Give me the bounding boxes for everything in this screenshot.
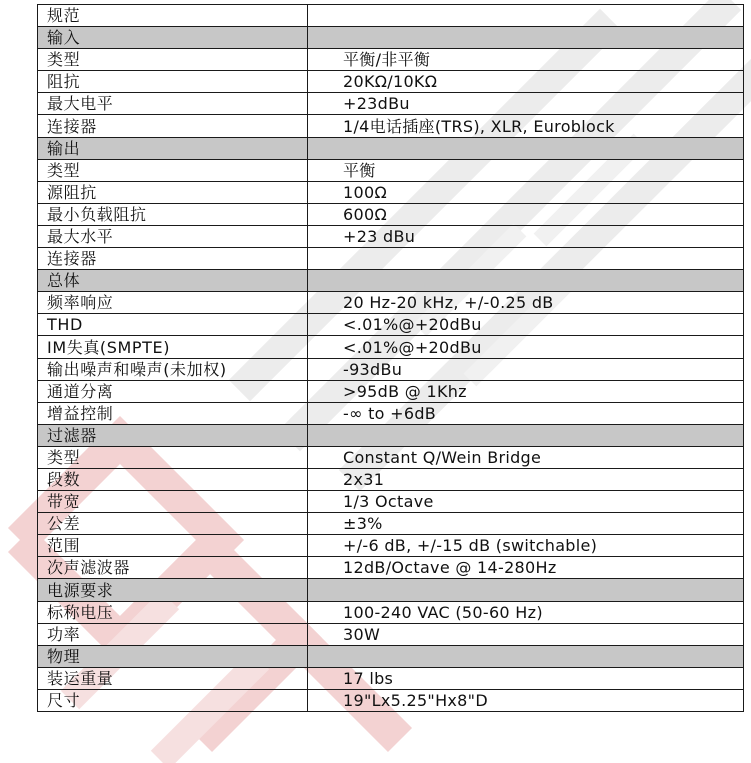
section-title: 电源要求	[38, 579, 308, 601]
section-title: 总体	[38, 270, 308, 292]
table-row	[38, 380, 744, 402]
table-row	[38, 667, 744, 689]
spec-label: THD	[38, 314, 308, 336]
spec-value: 平衡/非平衡	[308, 49, 744, 71]
table-row	[38, 402, 744, 424]
spec-label: 公差	[38, 513, 308, 535]
table-row	[38, 225, 744, 247]
spec-value: +23 dBu	[308, 225, 744, 247]
spec-label: 源阻抗	[38, 181, 308, 203]
spec-value: 30W	[308, 623, 744, 645]
table-row	[38, 468, 744, 490]
spec-value: 20 Hz-20 kHz, +/-0.25 dB	[308, 292, 744, 314]
spec-label: 尺寸	[38, 689, 308, 711]
section-header-row	[38, 27, 744, 49]
spec-label: 最大电平	[38, 93, 308, 115]
table-row	[38, 292, 744, 314]
table-row	[38, 203, 744, 225]
table-row	[38, 181, 744, 203]
section-header-row	[38, 645, 744, 667]
spec-value	[308, 645, 744, 667]
spec-label: 规范	[38, 5, 308, 27]
spec-label: 类型	[38, 446, 308, 468]
spec-value: 17 lbs	[308, 667, 744, 689]
spec-label: 通道分离	[38, 380, 308, 402]
section-title: 物理	[38, 645, 308, 667]
spec-table-body	[38, 5, 744, 712]
spec-label: 增益控制	[38, 402, 308, 424]
spec-value: -93dBu	[308, 358, 744, 380]
section-header-row	[38, 270, 744, 292]
section-title: 输入	[38, 27, 308, 49]
spec-value: 12dB/Octave @ 14-280Hz	[308, 557, 744, 579]
section-header-row	[38, 137, 744, 159]
spec-label: IM失真(SMPTE)	[38, 336, 308, 358]
spec-label: 频率响应	[38, 292, 308, 314]
table-row	[38, 491, 744, 513]
table-row	[38, 358, 744, 380]
table-row	[38, 159, 744, 181]
table-row	[38, 115, 744, 137]
spec-label: 最大水平	[38, 225, 308, 247]
spec-label: 输出噪声和噪声(未加权)	[38, 358, 308, 380]
table-row	[38, 248, 744, 270]
spec-value: 平衡	[308, 159, 744, 181]
table-row	[38, 5, 744, 27]
spec-value	[308, 270, 744, 292]
spec-value: 100Ω	[308, 181, 744, 203]
spec-value: >95dB @ 1Khz	[308, 380, 744, 402]
spec-value: 20KΩ/10KΩ	[308, 71, 744, 93]
spec-value	[308, 579, 744, 601]
spec-value: +/-6 dB, +/-15 dB (switchable)	[308, 535, 744, 557]
spec-value: Constant Q/Wein Bridge	[308, 446, 744, 468]
section-title: 输出	[38, 137, 308, 159]
spec-label: 段数	[38, 468, 308, 490]
table-row	[38, 446, 744, 468]
spec-value: 1/3 Octave	[308, 491, 744, 513]
spec-table	[37, 4, 744, 712]
spec-value: <.01%@+20dBu	[308, 314, 744, 336]
table-row	[38, 71, 744, 93]
table-row	[38, 557, 744, 579]
spec-label: 类型	[38, 49, 308, 71]
table-row	[38, 623, 744, 645]
section-title: 过滤器	[38, 424, 308, 446]
spec-label: 最小负载阻抗	[38, 203, 308, 225]
table-row	[38, 49, 744, 71]
spec-value: -∞ to +6dB	[308, 402, 744, 424]
spec-label: 次声滤波器	[38, 557, 308, 579]
table-row	[38, 336, 744, 358]
spec-label: 范围	[38, 535, 308, 557]
spec-value: +23dBu	[308, 93, 744, 115]
spec-value	[308, 424, 744, 446]
section-header-row	[38, 424, 744, 446]
spec-value: 2x31	[308, 468, 744, 490]
table-row	[38, 314, 744, 336]
spec-label: 连接器	[38, 115, 308, 137]
spec-label: 类型	[38, 159, 308, 181]
spec-label: 标称电压	[38, 601, 308, 623]
spec-label: 装运重量	[38, 667, 308, 689]
spec-value	[308, 27, 744, 49]
spec-label: 阻抗	[38, 71, 308, 93]
spec-value: 1/4电话插座(TRS), XLR, Euroblock	[308, 115, 744, 137]
table-row	[38, 93, 744, 115]
spec-value	[308, 137, 744, 159]
spec-label: 连接器	[38, 248, 308, 270]
table-row	[38, 535, 744, 557]
spec-value: 600Ω	[308, 203, 744, 225]
table-row	[38, 513, 744, 535]
table-row	[38, 601, 744, 623]
spec-value: 100-240 VAC (50-60 Hz)	[308, 601, 744, 623]
spec-value: <.01%@+20dBu	[308, 336, 744, 358]
spec-label: 功率	[38, 623, 308, 645]
spec-label: 带宽	[38, 491, 308, 513]
section-header-row	[38, 579, 744, 601]
table-row	[38, 689, 744, 711]
spec-value	[308, 5, 744, 27]
spec-value	[308, 248, 744, 270]
spec-value: 19"Lx5.25"Hx8"D	[308, 689, 744, 711]
spec-value: ±3%	[308, 513, 744, 535]
